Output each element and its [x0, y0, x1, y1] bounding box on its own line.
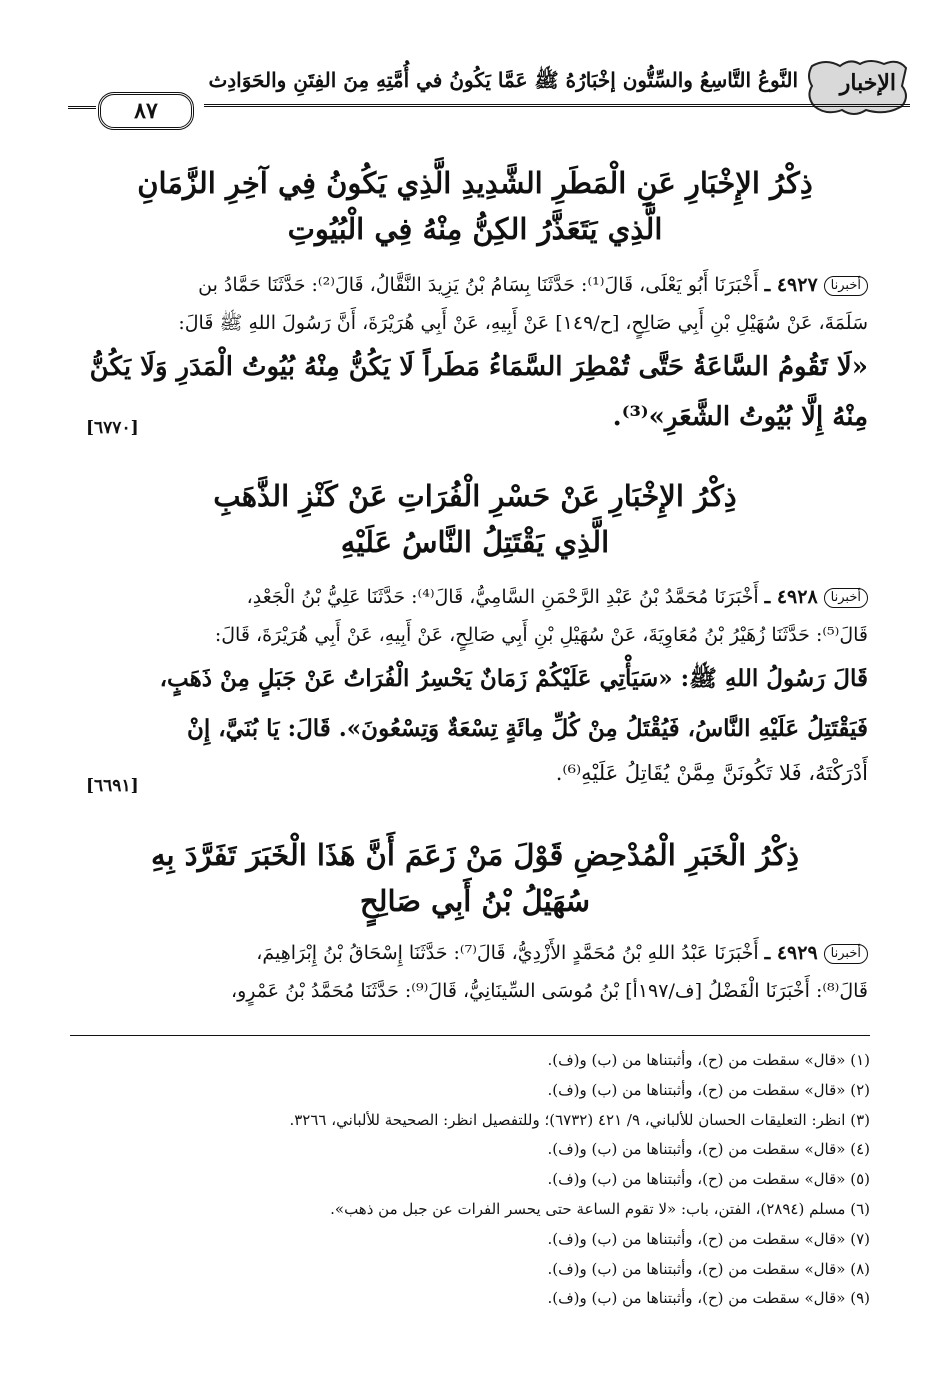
heading-line: ذِكْرُ الْخَبَرِ الْمُدْحِضِ قَوْلَ مَنْ زَعَمَ أَنَّ هَذَا الْخَبَرَ تَفَرَّدَ بِهِ: [150, 838, 800, 872]
heading-line: سُهَيْلُ بْنُ أَبِي صَالِحٍ: [359, 884, 591, 918]
hadith-line: [78, 934, 868, 972]
section-heading-1: [60, 160, 890, 252]
akhbarana-badge: أخبرنا: [824, 588, 868, 608]
header-rule-left: [68, 106, 96, 109]
hadith-line: أَدْرَكْتَهُ، فَلا تَكُونَنَّ مِمَّنْ يُقَاتِلُ عَلَيْهِ⁽⁶⁾.: [555, 761, 868, 785]
hadith-matn-line: مِنْهُ إِلَّا بُيُوتُ الشَّعَرِ»⁽³⁾.: [612, 402, 868, 432]
heading-line: الَّذِي يَتَعَذَّرُ الكِنُّ مِنْهُ فِي الْبُيُوتِ: [287, 212, 663, 246]
hadith-line: قَالَ⁽⁸⁾: أَخْبَرَنَا الْفَضْلُ [ف/١٩٧أ] بْنُ مُوسَى السِّينَانِيُّ، قَالَ⁽⁹⁾: حَدَّثَنَا مُحَمَّدُ بْنُ عَمْرٍو،: [230, 980, 868, 1002]
page-number: ٨٧: [98, 92, 194, 130]
header-badge-label: الإخبار: [839, 70, 896, 96]
section-heading-3: [60, 832, 890, 924]
hadith-number: ٤٩٢٩ ـ: [764, 942, 818, 964]
cross-reference: [٦٧٧٠]: [86, 418, 139, 438]
footnote-divider: [70, 1035, 870, 1036]
heading-line: الَّذِي يَقْتَتِلُ النَّاسُ عَلَيْهِ: [340, 525, 610, 559]
hadith-line: سَلَمَةَ، عَنْ سُهَيْلِ بْنِ أَبِي صَالِحٍ، [ح/١٤٩] عَنْ أَبِيهِ، عَنْ أَبِي هُرَيْرَةَ، أَنَّ رَسُولَ اللهِ ﷺ قَالَ:: [178, 312, 868, 334]
akhbarana-badge: أخبرنا: [824, 944, 868, 964]
page-header: [86, 52, 910, 128]
footnotes: [80, 1046, 870, 1314]
section-heading-2: [60, 473, 890, 565]
cross-reference: [٦٦٩١]: [86, 776, 139, 796]
hadith-number: ٤٩٢٨ ـ: [764, 586, 818, 608]
hadith-text: أَخْبَرَنَا أَبُو يَعْلَى، قَالَ⁽¹⁾: حَدَّثَنَا بِسَامُ بْنُ يَزِيدَ النَّقَّالُ، قَالَ⁽²⁾: حَدَّثَنَا حَمَّادُ بن: [198, 274, 759, 296]
hadith-4927: [78, 266, 868, 442]
hadith-number: ٤٩٢٧ ـ: [764, 274, 818, 296]
hadith-line: [78, 266, 868, 304]
akhbarana-badge: أخبرنا: [824, 276, 868, 296]
footnote: (٣) انظر: التعليقات الحسان للألباني، ٩/ ٤٢١ (٦٧٣٢)؛ وللتفصيل انظر: الصحيحة للألباني، ٣٢٦٦.: [289, 1110, 870, 1129]
heading-line: ذِكْرُ الإِخْبَارِ عَنْ حَسْرِ الْفُرَاتِ عَنْ كَنْزِ الذَّهَبِ: [213, 479, 737, 513]
hadith-4928: [78, 578, 868, 792]
footnote: (٦) مسلم (٢٨٩٤)، الفتن، باب: «لا تقوم الساعة حتى يحسر الفرات عن جبل من ذهب».: [330, 1199, 870, 1218]
footnote: (٤) «قال» سقطت من (ح)، وأثبتناها من (ب) و(ف).: [547, 1140, 870, 1159]
hadith-text: أَخْبَرَنَا مُحَمَّدُ بْنُ عَبْدِ الرَّحْمَنِ السَّامِيُّ، قَالَ⁽⁴⁾: حَدَّثَنَا عَلِيُّ بْنُ الْجَعْدِ،: [246, 586, 759, 608]
hadith-text: أَخْبَرَنَا عَبْدُ اللهِ بْنُ مُحَمَّدٍ الأَزْدِيُّ، قَالَ⁽⁷⁾: حَدَّثَنَا إِسْحَاقُ بْنُ إِبْرَاهِيمَ،: [256, 942, 759, 964]
hadith-line: قَالَ⁽⁵⁾: حَدَّثَنَا زُهَيْرُ بْنُ مُعَاوِيَةَ، عَنْ سُهَيْلِ بْنِ أَبِي صَالِحٍ، عَنْ أَبِيهِ، عَنْ أَبِي هُرَيْرَةَ، قَالَ:: [214, 624, 868, 646]
hadith-4929: [78, 934, 868, 1010]
hadith-matn-line: «لَا تَقُومُ السَّاعَةُ حَتَّى تُمْطِرَ السَّمَاءُ مَطَراً لَا يَكُنُّ مِنْهُ بُيُوتُ الْمَدَرِ وَلَا يَكُنُّ: [89, 352, 868, 382]
header-rule: [204, 104, 910, 107]
hadith-matn-line: قَالَ رَسُولُ اللهِ ﷺ: «سَيَأْتِي عَلَيْكُمْ زَمَانٌ يَحْسِرُ الْفُرَاتُ عَنْ جَبَلٍ مِنْ ذَهَبٍ،: [159, 665, 868, 692]
footnote: (٧) «قال» سقطت من (ح)، وأثبتناها من (ب) و(ف).: [547, 1229, 870, 1248]
heading-line: ذِكْرُ الإِخْبَارِ عَنِ الْمَطَرِ الشَّدِيدِ الَّذِي يَكُونُ فِي آخِرِ الزَّمَانِ: [137, 166, 813, 200]
footnote: (٢) «قال» سقطت من (ح)، وأثبتناها من (ب) و(ف).: [547, 1080, 870, 1099]
footnote: (٨) «قال» سقطت من (ح)، وأثبتناها من (ب) و(ف).: [547, 1259, 870, 1278]
footnote: (١) «قال» سقطت من (ح)، وأثبتناها من (ب) و(ف).: [547, 1051, 870, 1069]
footnote: (٥) «قال» سقطت من (ح)، وأثبتناها من (ب) و(ف).: [547, 1170, 870, 1189]
hadith-matn-line: فَيَقْتَتِلُ عَلَيْهِ النَّاسُ، فَيُقْتَلُ مِنْ كُلِّ مِائَةٍ تِسْعَةٌ وَتِسْعُونَ». قَالَ: يَا بُنَيَّ، إِنْ: [186, 715, 868, 742]
footnote: (٩) «قال» سقطت من (ح)، وأثبتناها من (ب) و(ف).: [547, 1289, 870, 1308]
running-title: النَّوعُ التَّاسِعُ والسِّتُّون إخْبَارُهُ ﷺ عَمَّا يَكُونُ في أُمَّتِهِ مِنَ الفِتَنِ والحَوَادِث: [208, 68, 798, 92]
hadith-line: [78, 578, 868, 616]
